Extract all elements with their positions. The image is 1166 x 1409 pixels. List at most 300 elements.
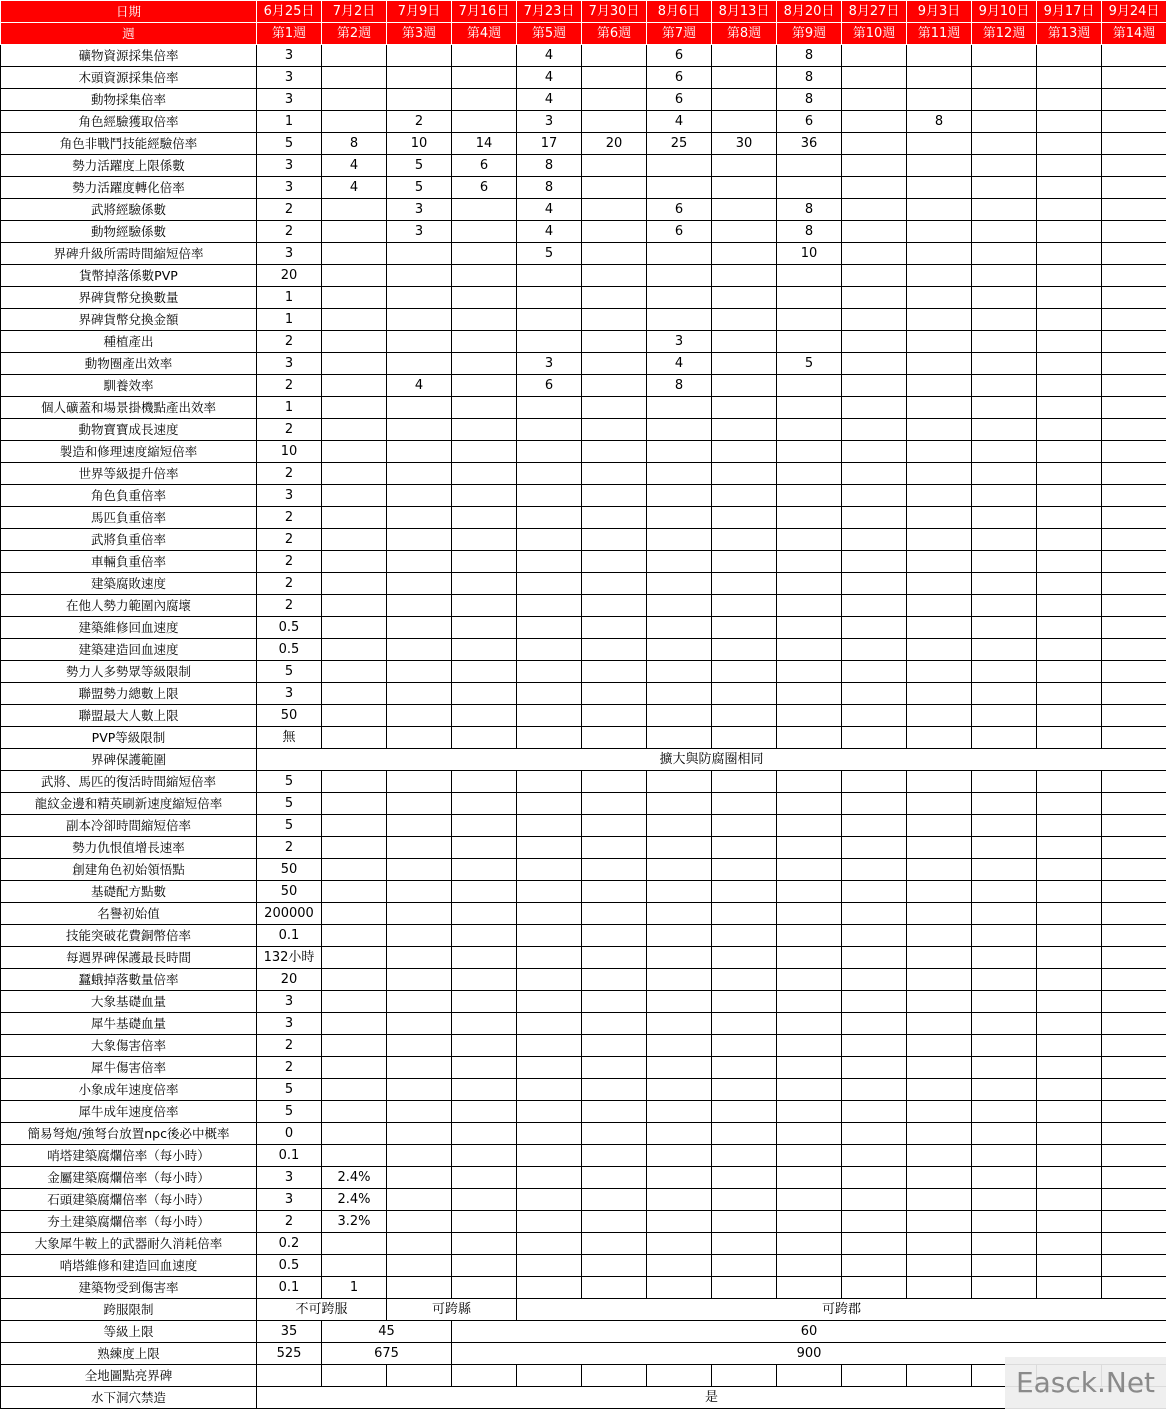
value-cell[interactable] — [387, 815, 452, 837]
value-cell[interactable] — [387, 1233, 452, 1255]
value-cell[interactable] — [1037, 595, 1102, 617]
value-cell[interactable] — [452, 419, 517, 441]
value-cell[interactable] — [582, 507, 647, 529]
value-cell[interactable] — [1037, 705, 1102, 727]
value-cell[interactable] — [452, 551, 517, 573]
value-cell[interactable] — [517, 639, 582, 661]
value-cell[interactable]: 2 — [257, 573, 322, 595]
value-cell[interactable] — [387, 639, 452, 661]
value-cell[interactable]: 2 — [257, 221, 322, 243]
row-label[interactable]: 貨幣掉落係數PVP — [1, 265, 257, 287]
value-cell[interactable] — [582, 243, 647, 265]
value-cell[interactable] — [972, 771, 1037, 793]
value-cell[interactable]: 6 — [647, 199, 712, 221]
value-cell[interactable]: 0.5 — [257, 617, 322, 639]
value-cell[interactable] — [517, 1233, 582, 1255]
value-cell[interactable] — [842, 529, 907, 551]
value-cell[interactable] — [322, 265, 387, 287]
value-cell[interactable] — [1037, 463, 1102, 485]
value-cell[interactable] — [972, 815, 1037, 837]
value-cell[interactable] — [777, 419, 842, 441]
value-cell[interactable] — [842, 837, 907, 859]
merged-cell[interactable]: 525 — [257, 1343, 322, 1365]
value-cell[interactable] — [322, 1233, 387, 1255]
value-cell[interactable] — [387, 617, 452, 639]
merged-cell[interactable]: 擴大與防腐圈相同 — [257, 749, 1166, 771]
value-cell[interactable] — [452, 617, 517, 639]
row-label[interactable]: 熟練度上限 — [1, 1343, 257, 1365]
value-cell[interactable] — [972, 155, 1037, 177]
value-cell[interactable] — [907, 1079, 972, 1101]
value-cell[interactable] — [842, 177, 907, 199]
value-cell[interactable] — [1037, 1255, 1102, 1277]
value-cell[interactable] — [1102, 837, 1166, 859]
row-label[interactable]: 建築維修回血速度 — [1, 617, 257, 639]
value-cell[interactable] — [387, 485, 452, 507]
value-cell[interactable] — [712, 881, 777, 903]
value-cell[interactable]: 3 — [257, 485, 322, 507]
value-cell[interactable] — [517, 463, 582, 485]
value-cell[interactable]: 200000 — [257, 903, 322, 925]
row-label[interactable]: 車輛負重倍率 — [1, 551, 257, 573]
value-cell[interactable] — [712, 309, 777, 331]
value-cell[interactable]: 3 — [257, 1013, 322, 1035]
value-cell[interactable] — [582, 881, 647, 903]
value-cell[interactable] — [582, 661, 647, 683]
value-cell[interactable] — [582, 287, 647, 309]
value-cell[interactable]: 2 — [257, 419, 322, 441]
value-cell[interactable] — [452, 485, 517, 507]
value-cell[interactable] — [517, 1167, 582, 1189]
value-cell[interactable] — [517, 1189, 582, 1211]
value-cell[interactable] — [452, 815, 517, 837]
value-cell[interactable] — [1037, 793, 1102, 815]
value-cell[interactable] — [712, 1079, 777, 1101]
value-cell[interactable] — [517, 991, 582, 1013]
value-cell[interactable] — [842, 1101, 907, 1123]
value-cell[interactable] — [842, 331, 907, 353]
value-cell[interactable]: 3 — [387, 199, 452, 221]
value-cell[interactable] — [842, 89, 907, 111]
value-cell[interactable] — [322, 705, 387, 727]
value-cell[interactable] — [1102, 705, 1166, 727]
value-cell[interactable] — [1102, 1255, 1166, 1277]
value-cell[interactable] — [647, 815, 712, 837]
value-cell[interactable] — [387, 287, 452, 309]
value-cell[interactable] — [907, 243, 972, 265]
value-cell[interactable]: 4 — [647, 111, 712, 133]
row-label[interactable]: 礦物資源採集倍率 — [1, 45, 257, 67]
value-cell[interactable] — [387, 925, 452, 947]
row-label[interactable]: 建築建造回血速度 — [1, 639, 257, 661]
merged-cell[interactable]: 675 — [322, 1343, 452, 1365]
value-cell[interactable] — [972, 595, 1037, 617]
value-cell[interactable] — [712, 353, 777, 375]
value-cell[interactable] — [907, 1013, 972, 1035]
value-cell[interactable] — [712, 947, 777, 969]
value-cell[interactable]: 36 — [777, 133, 842, 155]
value-cell[interactable] — [517, 969, 582, 991]
value-cell[interactable] — [972, 45, 1037, 67]
value-cell[interactable] — [907, 815, 972, 837]
value-cell[interactable] — [842, 1079, 907, 1101]
value-cell[interactable] — [387, 397, 452, 419]
value-cell[interactable] — [452, 265, 517, 287]
value-cell[interactable] — [972, 243, 1037, 265]
value-cell[interactable]: 5 — [257, 1079, 322, 1101]
value-cell[interactable] — [842, 397, 907, 419]
value-cell[interactable] — [387, 793, 452, 815]
value-cell[interactable] — [582, 683, 647, 705]
merged-cell[interactable]: 900 — [452, 1343, 1166, 1365]
value-cell[interactable] — [712, 551, 777, 573]
value-cell[interactable] — [517, 1365, 582, 1387]
value-cell[interactable] — [322, 67, 387, 89]
row-label[interactable]: 動物經驗係數 — [1, 221, 257, 243]
value-cell[interactable] — [322, 683, 387, 705]
value-cell[interactable] — [322, 397, 387, 419]
value-cell[interactable] — [452, 331, 517, 353]
value-cell[interactable] — [1037, 287, 1102, 309]
value-cell[interactable] — [777, 705, 842, 727]
value-cell[interactable] — [322, 89, 387, 111]
value-cell[interactable] — [647, 1365, 712, 1387]
value-cell[interactable] — [322, 595, 387, 617]
row-label[interactable]: 勢力仇恨值增長速率 — [1, 837, 257, 859]
value-cell[interactable] — [582, 793, 647, 815]
row-label[interactable]: 武將經驗係數 — [1, 199, 257, 221]
value-cell[interactable] — [972, 617, 1037, 639]
value-cell[interactable] — [517, 947, 582, 969]
value-cell[interactable] — [712, 199, 777, 221]
value-cell[interactable] — [582, 397, 647, 419]
value-cell[interactable] — [777, 683, 842, 705]
value-cell[interactable] — [582, 771, 647, 793]
value-cell[interactable] — [777, 375, 842, 397]
value-cell[interactable] — [647, 155, 712, 177]
value-cell[interactable] — [1102, 1013, 1166, 1035]
value-cell[interactable]: 2.4% — [322, 1189, 387, 1211]
value-cell[interactable] — [777, 881, 842, 903]
value-cell[interactable] — [517, 661, 582, 683]
value-cell[interactable] — [387, 837, 452, 859]
value-cell[interactable]: 0.1 — [257, 1145, 322, 1167]
value-cell[interactable]: 3 — [257, 243, 322, 265]
value-cell[interactable] — [452, 221, 517, 243]
value-cell[interactable]: 14 — [452, 133, 517, 155]
value-cell[interactable] — [387, 903, 452, 925]
value-cell[interactable] — [647, 1123, 712, 1145]
value-cell[interactable] — [322, 991, 387, 1013]
row-label[interactable]: 勢力活躍度轉化倍率 — [1, 177, 257, 199]
value-cell[interactable] — [387, 1057, 452, 1079]
row-label[interactable]: 全地圖點亮界碑 — [1, 1365, 257, 1387]
value-cell[interactable] — [712, 859, 777, 881]
value-cell[interactable] — [712, 617, 777, 639]
value-cell[interactable] — [777, 397, 842, 419]
value-cell[interactable] — [712, 727, 777, 749]
value-cell[interactable] — [777, 969, 842, 991]
value-cell[interactable] — [387, 1167, 452, 1189]
value-cell[interactable] — [387, 881, 452, 903]
value-cell[interactable] — [1102, 353, 1166, 375]
value-cell[interactable] — [907, 727, 972, 749]
value-cell[interactable] — [712, 1013, 777, 1035]
value-cell[interactable] — [1037, 1189, 1102, 1211]
value-cell[interactable] — [452, 573, 517, 595]
value-cell[interactable] — [582, 463, 647, 485]
value-cell[interactable] — [907, 925, 972, 947]
row-label[interactable]: 木頭資源採集倍率 — [1, 67, 257, 89]
value-cell[interactable] — [387, 89, 452, 111]
value-cell[interactable] — [1037, 89, 1102, 111]
value-cell[interactable]: 8 — [907, 111, 972, 133]
value-cell[interactable] — [517, 815, 582, 837]
value-cell[interactable] — [907, 353, 972, 375]
value-cell[interactable]: 2 — [257, 375, 322, 397]
value-cell[interactable] — [1102, 1211, 1166, 1233]
value-cell[interactable] — [647, 925, 712, 947]
row-label[interactable]: 世界等級提升倍率 — [1, 463, 257, 485]
value-cell[interactable] — [452, 705, 517, 727]
value-cell[interactable] — [1037, 573, 1102, 595]
value-cell[interactable] — [842, 771, 907, 793]
row-label[interactable]: 每週界碑保護最長時間 — [1, 947, 257, 969]
value-cell[interactable] — [1102, 1145, 1166, 1167]
value-cell[interactable] — [842, 507, 907, 529]
value-cell[interactable] — [582, 1123, 647, 1145]
value-cell[interactable]: 4 — [517, 221, 582, 243]
value-cell[interactable] — [1102, 1035, 1166, 1057]
value-cell[interactable] — [842, 265, 907, 287]
value-cell[interactable] — [712, 397, 777, 419]
value-cell[interactable]: 6 — [647, 67, 712, 89]
value-cell[interactable] — [517, 683, 582, 705]
value-cell[interactable] — [452, 837, 517, 859]
value-cell[interactable] — [452, 595, 517, 617]
value-cell[interactable] — [712, 1123, 777, 1145]
value-cell[interactable]: 1 — [322, 1277, 387, 1299]
value-cell[interactable] — [647, 991, 712, 1013]
value-cell[interactable] — [452, 353, 517, 375]
value-cell[interactable] — [1102, 199, 1166, 221]
value-cell[interactable] — [517, 837, 582, 859]
value-cell[interactable] — [972, 1167, 1037, 1189]
row-label[interactable]: 犀牛傷害倍率 — [1, 1057, 257, 1079]
value-cell[interactable]: 3 — [257, 45, 322, 67]
value-cell[interactable] — [1102, 595, 1166, 617]
value-cell[interactable] — [647, 287, 712, 309]
row-label[interactable]: 建築物受到傷害率 — [1, 1277, 257, 1299]
value-cell[interactable] — [322, 111, 387, 133]
value-cell[interactable] — [647, 1057, 712, 1079]
value-cell[interactable] — [582, 67, 647, 89]
value-cell[interactable] — [1037, 1123, 1102, 1145]
value-cell[interactable]: 6 — [517, 375, 582, 397]
value-cell[interactable] — [712, 683, 777, 705]
row-label[interactable]: 勢力活躍度上限係數 — [1, 155, 257, 177]
value-cell[interactable] — [1037, 309, 1102, 331]
value-cell[interactable]: 20 — [257, 265, 322, 287]
value-cell[interactable] — [582, 155, 647, 177]
value-cell[interactable] — [972, 1123, 1037, 1145]
value-cell[interactable]: 17 — [517, 133, 582, 155]
value-cell[interactable] — [647, 1167, 712, 1189]
value-cell[interactable] — [1102, 925, 1166, 947]
value-cell[interactable] — [582, 1233, 647, 1255]
value-cell[interactable] — [1037, 441, 1102, 463]
value-cell[interactable] — [712, 1277, 777, 1299]
value-cell[interactable] — [1037, 1233, 1102, 1255]
row-label[interactable]: 製造和修理速度縮短倍率 — [1, 441, 257, 463]
row-label[interactable]: 界碑貨幣兌換金額 — [1, 309, 257, 331]
row-label[interactable]: 勢力人多勢眾等級限制 — [1, 661, 257, 683]
value-cell[interactable] — [842, 199, 907, 221]
value-cell[interactable] — [322, 903, 387, 925]
value-cell[interactable]: 2 — [257, 529, 322, 551]
value-cell[interactable] — [387, 991, 452, 1013]
value-cell[interactable]: 2.4% — [322, 1167, 387, 1189]
value-cell[interactable] — [1037, 485, 1102, 507]
value-cell[interactable] — [1102, 529, 1166, 551]
value-cell[interactable] — [387, 331, 452, 353]
value-cell[interactable]: 6 — [777, 111, 842, 133]
merged-cell[interactable]: 是 — [257, 1387, 1166, 1409]
value-cell[interactable] — [647, 969, 712, 991]
value-cell[interactable] — [777, 771, 842, 793]
value-cell[interactable] — [907, 331, 972, 353]
value-cell[interactable] — [972, 111, 1037, 133]
value-cell[interactable] — [907, 969, 972, 991]
value-cell[interactable] — [907, 309, 972, 331]
value-cell[interactable] — [322, 771, 387, 793]
value-cell[interactable] — [712, 639, 777, 661]
value-cell[interactable] — [387, 67, 452, 89]
merged-cell[interactable]: 可跨郡 — [517, 1299, 1166, 1321]
value-cell[interactable] — [712, 463, 777, 485]
value-cell[interactable] — [842, 859, 907, 881]
value-cell[interactable] — [387, 1365, 452, 1387]
value-cell[interactable] — [842, 309, 907, 331]
value-cell[interactable] — [1102, 1189, 1166, 1211]
value-cell[interactable] — [452, 441, 517, 463]
value-cell[interactable] — [387, 969, 452, 991]
value-cell[interactable] — [1102, 991, 1166, 1013]
value-cell[interactable] — [452, 1057, 517, 1079]
value-cell[interactable] — [452, 1123, 517, 1145]
value-cell[interactable] — [517, 441, 582, 463]
value-cell[interactable] — [322, 287, 387, 309]
value-cell[interactable]: 132小時 — [257, 947, 322, 969]
value-cell[interactable]: 5 — [257, 1101, 322, 1123]
value-cell[interactable] — [647, 177, 712, 199]
value-cell[interactable] — [907, 793, 972, 815]
value-cell[interactable] — [972, 177, 1037, 199]
value-cell[interactable] — [842, 815, 907, 837]
value-cell[interactable] — [452, 199, 517, 221]
value-cell[interactable] — [842, 661, 907, 683]
value-cell[interactable] — [517, 529, 582, 551]
value-cell[interactable] — [777, 155, 842, 177]
value-cell[interactable] — [647, 1255, 712, 1277]
value-cell[interactable] — [712, 969, 777, 991]
value-cell[interactable] — [1037, 1277, 1102, 1299]
value-cell[interactable]: 8 — [777, 67, 842, 89]
value-cell[interactable] — [712, 771, 777, 793]
value-cell[interactable] — [582, 375, 647, 397]
value-cell[interactable]: 10 — [387, 133, 452, 155]
value-cell[interactable] — [972, 881, 1037, 903]
value-cell[interactable]: 2 — [257, 551, 322, 573]
value-cell[interactable] — [647, 397, 712, 419]
row-label[interactable]: 界碑貨幣兌換數量 — [1, 287, 257, 309]
value-cell[interactable] — [842, 1057, 907, 1079]
value-cell[interactable] — [452, 1145, 517, 1167]
value-cell[interactable] — [452, 881, 517, 903]
value-cell[interactable] — [777, 1145, 842, 1167]
value-cell[interactable] — [712, 837, 777, 859]
value-cell[interactable] — [1037, 507, 1102, 529]
value-cell[interactable]: 0 — [257, 1123, 322, 1145]
value-cell[interactable] — [842, 1035, 907, 1057]
value-cell[interactable] — [517, 1255, 582, 1277]
value-cell[interactable]: 1 — [257, 397, 322, 419]
value-cell[interactable] — [1037, 969, 1102, 991]
value-cell[interactable] — [582, 551, 647, 573]
value-cell[interactable] — [647, 705, 712, 727]
value-cell[interactable] — [777, 1277, 842, 1299]
value-cell[interactable] — [387, 1035, 452, 1057]
value-cell[interactable] — [842, 991, 907, 1013]
value-cell[interactable] — [1037, 353, 1102, 375]
value-cell[interactable] — [777, 287, 842, 309]
value-cell[interactable] — [387, 507, 452, 529]
value-cell[interactable] — [712, 1145, 777, 1167]
value-cell[interactable] — [1037, 661, 1102, 683]
value-cell[interactable] — [517, 1277, 582, 1299]
row-label[interactable]: 犀牛基礎血量 — [1, 1013, 257, 1035]
row-label[interactable]: 龍紋金邊和精英刷新速度縮短倍率 — [1, 793, 257, 815]
value-cell[interactable] — [907, 463, 972, 485]
value-cell[interactable] — [777, 463, 842, 485]
value-cell[interactable] — [582, 947, 647, 969]
value-cell[interactable] — [777, 859, 842, 881]
value-cell[interactable] — [322, 331, 387, 353]
value-cell[interactable] — [1037, 771, 1102, 793]
row-label[interactable]: 名譽初始值 — [1, 903, 257, 925]
value-cell[interactable] — [322, 353, 387, 375]
value-cell[interactable]: 50 — [257, 859, 322, 881]
value-cell[interactable] — [842, 793, 907, 815]
value-cell[interactable] — [647, 1233, 712, 1255]
value-cell[interactable] — [907, 1101, 972, 1123]
value-cell[interactable] — [842, 881, 907, 903]
value-cell[interactable] — [842, 155, 907, 177]
value-cell[interactable] — [647, 419, 712, 441]
value-cell[interactable] — [972, 683, 1037, 705]
value-cell[interactable] — [1037, 419, 1102, 441]
value-cell[interactable]: 3 — [517, 111, 582, 133]
value-cell[interactable] — [582, 1035, 647, 1057]
value-cell[interactable] — [582, 1101, 647, 1123]
value-cell[interactable] — [1037, 133, 1102, 155]
value-cell[interactable] — [712, 1233, 777, 1255]
value-cell[interactable] — [452, 903, 517, 925]
value-cell[interactable] — [712, 1057, 777, 1079]
value-cell[interactable] — [1037, 375, 1102, 397]
value-cell[interactable] — [647, 947, 712, 969]
value-cell[interactable] — [972, 133, 1037, 155]
